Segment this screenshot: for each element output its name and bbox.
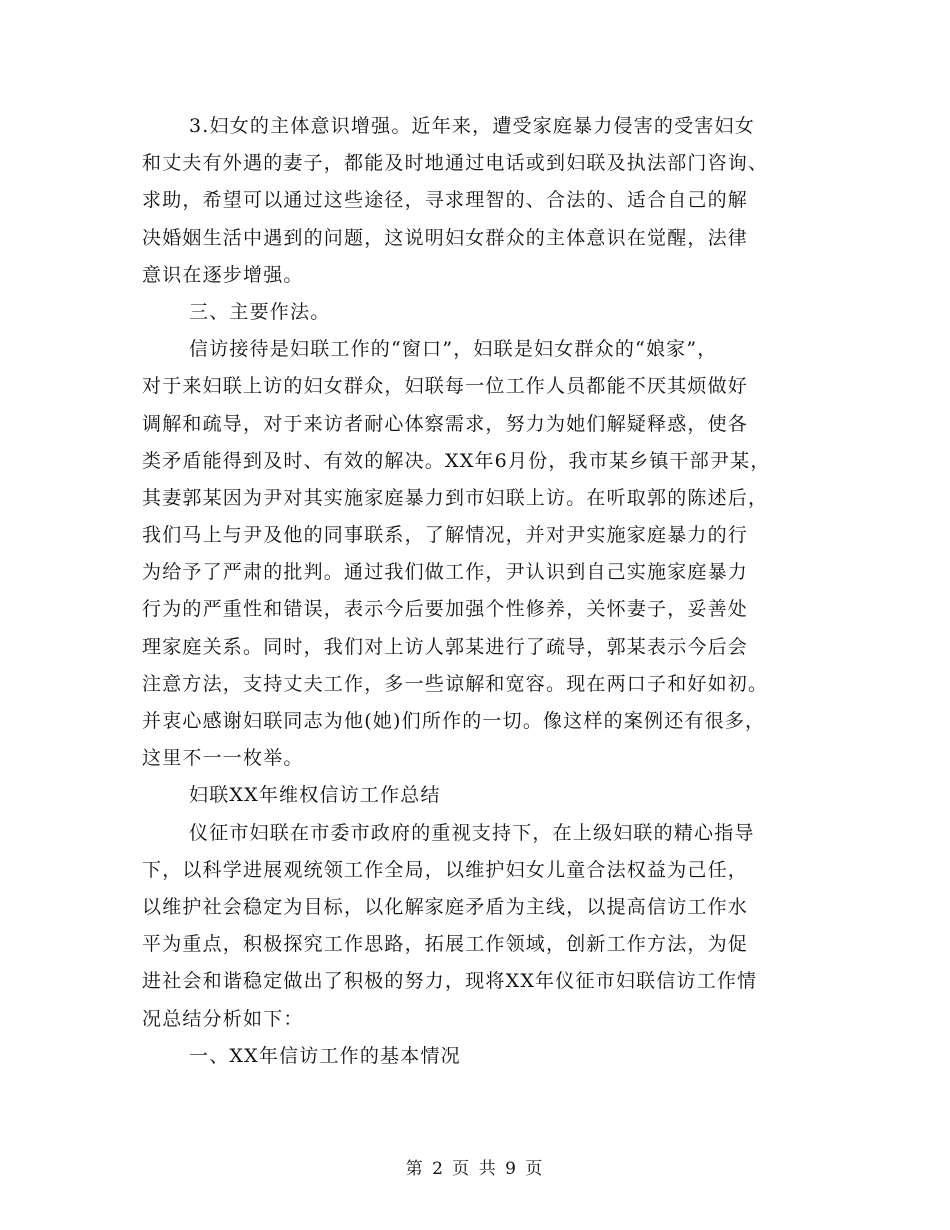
text-line: 为给予了严肃的批判。通过我们做工作，尹认识到自己实施家庭暴力 bbox=[142, 561, 749, 584]
text-line: 我们马上与尹及他的同事联系，了解情况，并对尹实施家庭暴力的行 bbox=[142, 524, 749, 547]
page-footer: 第 2 页 共 9 页 bbox=[405, 1159, 545, 1179]
text-line: 一、XX年信访工作的基本情况 bbox=[189, 1044, 461, 1067]
text-line: 和丈夫有外遇的妻子，都能及时地通过电话或到妇联及执法部门咨询、 bbox=[142, 152, 769, 175]
text-line: 理家庭关系。同时，我们对上访人郭某进行了疏导，郭某表示今后会 bbox=[142, 635, 749, 658]
text-line: 对于来妇联上访的妇女群众，妇联每一位工作人员都能不厌其烦做好 bbox=[142, 375, 749, 398]
text-line: 妇联XX年维权信访工作总结 bbox=[189, 784, 441, 807]
text-line: 3.妇女的主体意识增强。近年来，遭受家庭暴力侵害的受害妇女 bbox=[189, 115, 755, 137]
text-line: 进社会和谐稳定做出了积极的努力，现将XX年仪征市妇联信访工作情 bbox=[142, 970, 758, 993]
text-line: 仪征市妇联在市委市政府的重视支持下，在上级妇联的精心指导 bbox=[189, 821, 755, 844]
text-line: 平为重点，积极探究工作思路，拓展工作领域，创新工作方法，为促 bbox=[142, 933, 749, 956]
document-body bbox=[142, 108, 814, 1075]
text-line: 信访接待是妇联工作的“窗口”，妇联是妇女群众的“娘家”， bbox=[189, 338, 718, 361]
text-line: 行为的严重性和错误，表示今后要加强个性修养，关怀妻子，妥善处 bbox=[142, 598, 749, 621]
text-line: 其妻郭某因为尹对其实施家庭暴力到市妇联上访。在听取郭的陈述后， bbox=[142, 486, 769, 509]
text-line: 意识在逐步增强。 bbox=[142, 263, 304, 286]
text-line: 三、主要作法。 bbox=[189, 300, 331, 323]
text-line: 注意方法，支持丈夫工作，多一些谅解和宽容。现在两口子和好如初。 bbox=[142, 672, 769, 695]
text-line: 以维护社会稳定为目标，以化解家庭矛盾为主线，以提高信访工作水 bbox=[142, 895, 749, 918]
text-line: 并衷心感谢妇联同志为他(她)们所作的一切。像这样的案例还有很多， bbox=[142, 710, 766, 732]
text-line: 调解和疏导，对于来访者耐心体察需求，努力为她们解疑释惑，使各 bbox=[142, 412, 749, 435]
text-line: 这里不一一枚举。 bbox=[142, 747, 304, 770]
text-line: 下，以科学进展观统领工作全局，以维护妇女儿童合法权益为己任， bbox=[142, 858, 749, 881]
text-line: 求助，希望可以通过这些途径，寻求理智的、合法的、适合自己的解 bbox=[142, 189, 749, 212]
text-line: 况总结分析如下： bbox=[142, 1007, 304, 1030]
text-line: 类矛盾能得到及时、有效的解决。XX年6月份，我市某乡镇干部尹某， bbox=[142, 449, 771, 472]
text-line: 决婚姻生活中遇到的问题，这说明妇女群众的主体意识在觉醒，法律 bbox=[142, 226, 749, 249]
